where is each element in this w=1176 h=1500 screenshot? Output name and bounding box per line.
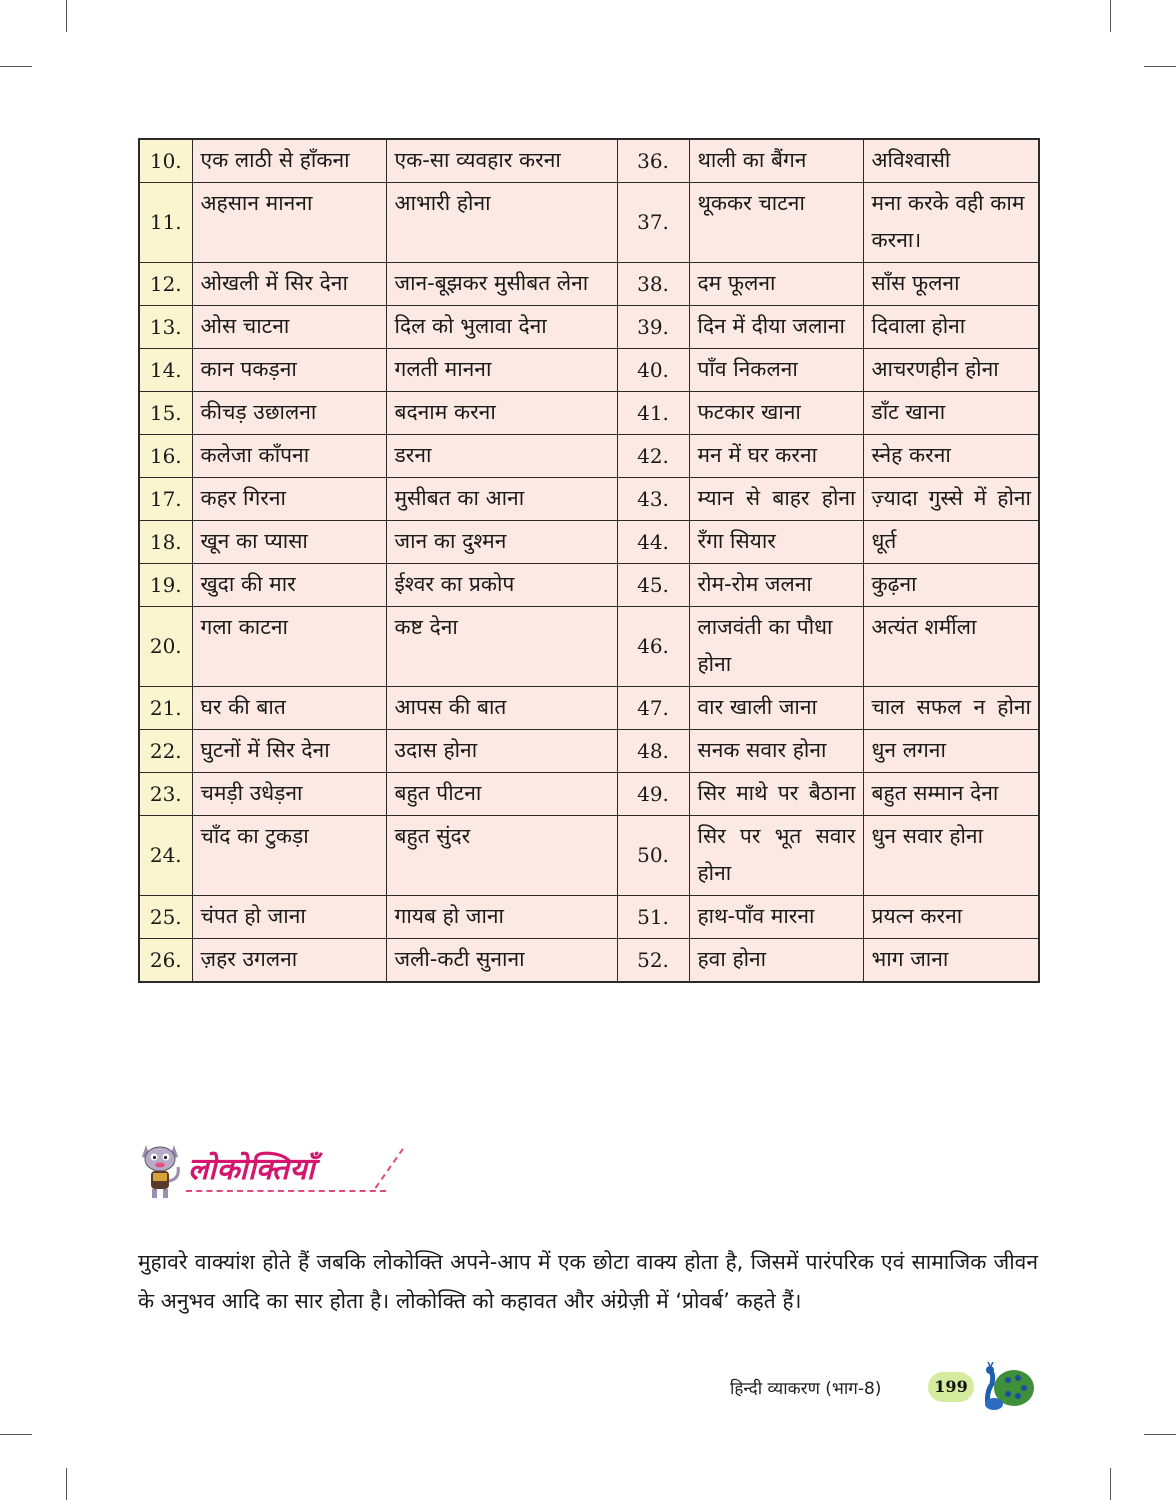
- idiom-number: 22.: [139, 730, 192, 773]
- idiom-text: एक लाठी से हाँकना: [192, 139, 386, 183]
- idiom-meaning: जली-कटी सुनाना: [386, 939, 617, 983]
- idiom-meaning: कष्ट देना: [386, 607, 617, 687]
- table-row: [139, 687, 1039, 730]
- table-row: [139, 183, 1039, 263]
- idiom-number: 26.: [139, 939, 192, 983]
- idiom-meaning: डाँट खाना: [863, 392, 1039, 435]
- idiom-text: रँगा सियार: [689, 521, 863, 564]
- idiom-number: 49.: [617, 773, 689, 816]
- crop-mark: [66, 0, 67, 32]
- idiom-meaning: उदास होना: [386, 730, 617, 773]
- table-row: [139, 607, 1039, 687]
- idiom-meaning: जान-बूझकर मुसीबत लेना: [386, 263, 617, 306]
- idiom-meaning: चाल सफल न होना: [863, 687, 1039, 730]
- table-row: [139, 392, 1039, 435]
- idiom-number: 12.: [139, 263, 192, 306]
- idiom-meaning: धूर्त: [863, 521, 1039, 564]
- idiom-text: कान पकड़ना: [192, 349, 386, 392]
- idiom-text: सिर पर भूत सवार होना: [689, 816, 863, 896]
- idiom-text: चंपत हो जाना: [192, 896, 386, 939]
- idiom-number: 17.: [139, 478, 192, 521]
- idiom-number: 50.: [617, 816, 689, 896]
- idiom-number: 52.: [617, 939, 689, 983]
- crop-mark: [1110, 1468, 1111, 1500]
- heading-underline: [186, 1190, 386, 1192]
- idiom-text: दम फूलना: [689, 263, 863, 306]
- idiom-meaning: कुढ़ना: [863, 564, 1039, 607]
- idiom-text: चमड़ी उधेड़ना: [192, 773, 386, 816]
- idiom-text: कहर गिरना: [192, 478, 386, 521]
- idiom-meaning: धुन लगना: [863, 730, 1039, 773]
- page-footer: [730, 1368, 1050, 1418]
- idiom-meaning: दिवाला होना: [863, 306, 1039, 349]
- idiom-meaning: धुन सवार होना: [863, 816, 1039, 896]
- table-row: [139, 896, 1039, 939]
- idiom-meaning: आचरणहीन होना: [863, 349, 1039, 392]
- idiom-number: 15.: [139, 392, 192, 435]
- section-heading-text: लोकोक्तियाँ: [188, 1152, 316, 1187]
- book-title: हिन्दी व्याकरण (भाग-8): [730, 1379, 882, 1399]
- idiom-text: घुटनों में सिर देना: [192, 730, 386, 773]
- idioms-table: [138, 138, 1040, 983]
- idiom-text: रोम-रोम जलना: [689, 564, 863, 607]
- idiom-number: 39.: [617, 306, 689, 349]
- crop-mark: [0, 1434, 32, 1435]
- idiom-number: 48.: [617, 730, 689, 773]
- idiom-text: थूककर चाटना: [689, 183, 863, 263]
- idiom-meaning: बहुत सम्मान देना: [863, 773, 1039, 816]
- idiom-text: ओखली में सिर देना: [192, 263, 386, 306]
- idiom-number: 10.: [139, 139, 192, 183]
- idiom-number: 36.: [617, 139, 689, 183]
- table-row: [139, 435, 1039, 478]
- idiom-text: वार खाली जाना: [689, 687, 863, 730]
- idiom-number: 45.: [617, 564, 689, 607]
- idiom-number: 20.: [139, 607, 192, 687]
- idiom-number: 13.: [139, 306, 192, 349]
- idiom-meaning: आपस की बात: [386, 687, 617, 730]
- idiom-meaning: आभारी होना: [386, 183, 617, 263]
- idiom-meaning: ज़्यादा गुस्से में होना: [863, 478, 1039, 521]
- idiom-text: हाथ-पाँव मारना: [689, 896, 863, 939]
- idiom-meaning: प्रयत्न करना: [863, 896, 1039, 939]
- table-row: [139, 521, 1039, 564]
- idiom-text: चाँद का टुकड़ा: [192, 816, 386, 896]
- section-paragraph: मुहावरे वाक्यांश होते हैं जबकि लोकोक्ति अपने-आप में एक छोटा वाक्य होता है, जिसमें पारंपरिक एवं सामाजिक जीवन के अनुभव आदि का सार होता है। लोकोक्ति को कहावत और अंग्रेज़ी में ‘प्रोवर्ब’ कहते हैं।: [138, 1250, 1038, 1313]
- heading-slash: [375, 1148, 406, 1190]
- idiom-text: थाली का बैंगन: [689, 139, 863, 183]
- idiom-meaning: ईश्वर का प्रकोप: [386, 564, 617, 607]
- crop-mark: [1110, 0, 1111, 32]
- crop-mark: [0, 66, 32, 67]
- idiom-meaning: स्नेह करना: [863, 435, 1039, 478]
- idiom-text: म्यान से बाहर होना: [689, 478, 863, 521]
- table-row: [139, 478, 1039, 521]
- idiom-number: 51.: [617, 896, 689, 939]
- idiom-number: 37.: [617, 183, 689, 263]
- idiom-number: 18.: [139, 521, 192, 564]
- idiom-number: 40.: [617, 349, 689, 392]
- idiom-text: फटकार खाना: [689, 392, 863, 435]
- idiom-number: 44.: [617, 521, 689, 564]
- idiom-text: कीचड़ उछालना: [192, 392, 386, 435]
- idiom-text: पाँव निकलना: [689, 349, 863, 392]
- idiom-text: कलेजा काँपना: [192, 435, 386, 478]
- idiom-text: घर की बात: [192, 687, 386, 730]
- idiom-meaning: बहुत पीटना: [386, 773, 617, 816]
- idiom-text: खून का प्यासा: [192, 521, 386, 564]
- idiom-text: ज़हर उगलना: [192, 939, 386, 983]
- idiom-number: 14.: [139, 349, 192, 392]
- idiom-number: 16.: [139, 435, 192, 478]
- idiom-text: सनक सवार होना: [689, 730, 863, 773]
- table-row: [139, 349, 1039, 392]
- crop-mark: [1144, 66, 1176, 67]
- idiom-number: 46.: [617, 607, 689, 687]
- idiom-text: गला काटना: [192, 607, 386, 687]
- table-row: [139, 730, 1039, 773]
- table-row: [139, 773, 1039, 816]
- idiom-text: हवा होना: [689, 939, 863, 983]
- idiom-number: 24.: [139, 816, 192, 896]
- idiom-text: लाजवंती का पौधा होना: [689, 607, 863, 687]
- idiom-text: अहसान मानना: [192, 183, 386, 263]
- idiom-meaning: बदनाम करना: [386, 392, 617, 435]
- idiom-meaning: गलती मानना: [386, 349, 617, 392]
- cat-mascot-icon: [138, 1137, 182, 1201]
- idiom-meaning: भाग जाना: [863, 939, 1039, 983]
- idiom-meaning: मना करके वही काम करना।: [863, 183, 1039, 263]
- idiom-meaning: जान का दुश्मन: [386, 521, 617, 564]
- idiom-meaning: दिल को भुलावा देना: [386, 306, 617, 349]
- idiom-text: ओस चाटना: [192, 306, 386, 349]
- table-row: [139, 306, 1039, 349]
- idiom-meaning: डरना: [386, 435, 617, 478]
- crop-mark: [66, 1468, 67, 1500]
- idiom-number: 38.: [617, 263, 689, 306]
- idiom-meaning: गायब हो जाना: [386, 896, 617, 939]
- idiom-meaning: अविश्वासी: [863, 139, 1039, 183]
- page-number-badge: 199: [928, 1372, 974, 1402]
- peacock-icon: [974, 1362, 1036, 1414]
- table-row: [139, 939, 1039, 983]
- table-row: [139, 816, 1039, 896]
- section-heading: [138, 1135, 418, 1205]
- table-row: [139, 263, 1039, 306]
- idiom-number: 47.: [617, 687, 689, 730]
- idiom-text: सिर माथे पर बैठाना: [689, 773, 863, 816]
- idiom-number: 11.: [139, 183, 192, 263]
- idiom-number: 25.: [139, 896, 192, 939]
- idioms-table-body: [139, 139, 1039, 982]
- table-row: [139, 139, 1039, 183]
- idiom-meaning: मुसीबत का आना: [386, 478, 617, 521]
- idiom-number: 41.: [617, 392, 689, 435]
- idiom-meaning: एक-सा व्यवहार करना: [386, 139, 617, 183]
- table-row: [139, 564, 1039, 607]
- idiom-number: 23.: [139, 773, 192, 816]
- idiom-meaning: साँस फूलना: [863, 263, 1039, 306]
- idiom-number: 42.: [617, 435, 689, 478]
- idiom-text: मन में घर करना: [689, 435, 863, 478]
- idiom-meaning: अत्यंत शर्मीला: [863, 607, 1039, 687]
- crop-mark: [1144, 1434, 1176, 1435]
- idiom-text: खुदा की मार: [192, 564, 386, 607]
- idiom-number: 21.: [139, 687, 192, 730]
- idiom-number: 43.: [617, 478, 689, 521]
- idiom-text: दिन में दीया जलाना: [689, 306, 863, 349]
- idiom-number: 19.: [139, 564, 192, 607]
- idiom-meaning: बहुत सुंदर: [386, 816, 617, 896]
